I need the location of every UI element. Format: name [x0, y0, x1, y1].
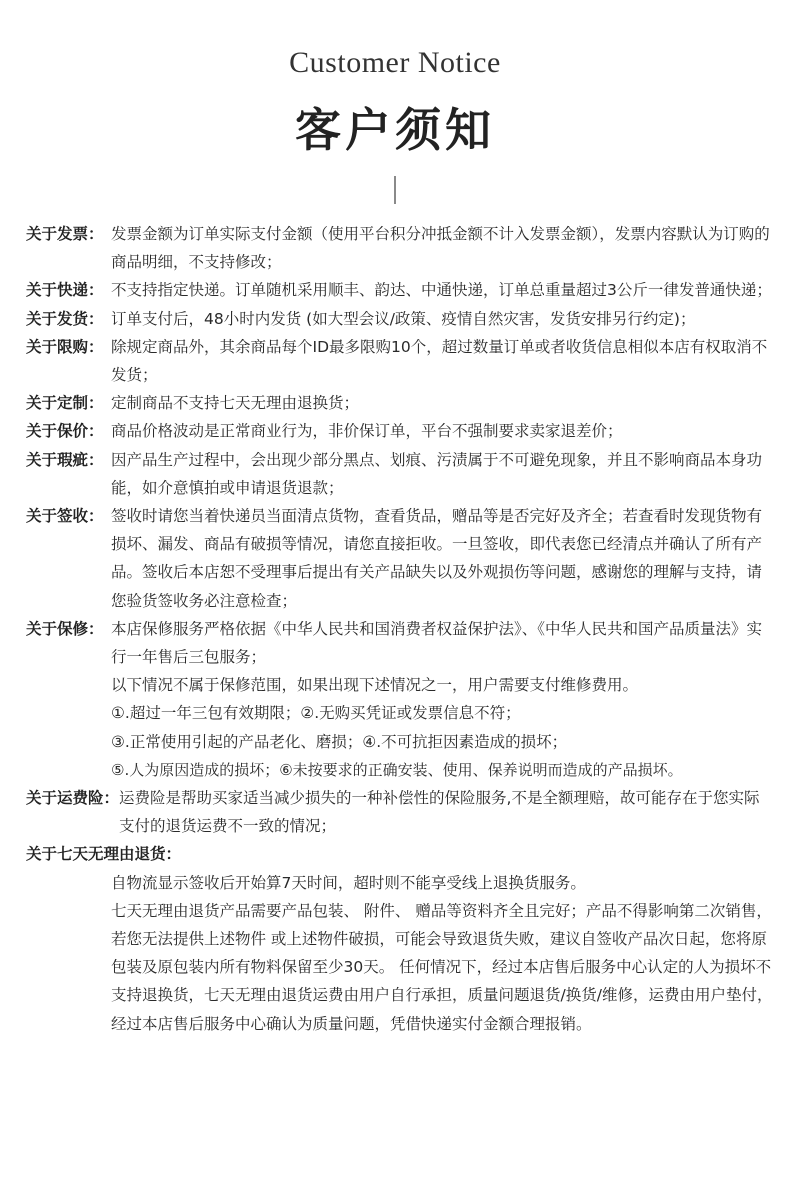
notice-label: 关于定制： [26, 394, 104, 413]
notice-text: 订单支付后，48小时内发货 (如大型会议/政策、疫情自然灾害，发货安排另行约定)； [111, 309, 696, 328]
header [0, 0, 790, 204]
title-english: Customer Notice [289, 46, 501, 79]
notice-purchase-limit [26, 333, 774, 389]
warranty-text: 本店保修服务严格依据《中华人民共和国消费者权益保护法》、《中华人民共和国产品质量法》实行一年售后三包服务； [111, 619, 763, 667]
notice-warranty [26, 615, 774, 784]
notice-signing [26, 502, 774, 615]
notice-shipping-insurance [26, 784, 774, 840]
notice-text: 发票金额为订单实际支付金额（使用平台积分冲抵金额不计入发票金额），发票内容默认为订购的商品明细，不支持修改； [111, 225, 770, 272]
notice-text: 因产品生产过程中，会出现少部分黑点、划痕、污渍属于不可避免现象，并且不影响商品本身功能，如介意慎拍或申请退货退款； [111, 450, 763, 497]
warranty-exclusion-line: ①.超过一年三包有效期限；②.无购买凭证或发票信息不符； [111, 704, 521, 723]
returns-paragraph: 七天无理由退货产品需要产品包装、 附件、 赠品等资料齐全且完好；产品不得影响第二次销售，若您无法提供上述物件 或上述物件破损，可能会导致退货失败，建议自签收产品次日起，您将原包装及原包装内所有物料保留至少30天。 任何情况下，经过本店售后服务中心认定的人为损坏不支持退换货，七天无理由退货运费由用户自行承担，质量问题退货/换货/维修，运费由用户垫付，经过本店售后服务中心确认为质量问题，凭借快递实付金额合理报销。 [111, 901, 773, 1033]
notice-label: 关于保修： [26, 619, 104, 638]
notice-label: 关于限购： [26, 337, 104, 356]
notice-label: 关于保价： [26, 422, 104, 441]
notice-text: 签收时请您当着快递员当面清点货物，查看货品，赠品等是否完好及齐全；若查看时发现货物有损坏、漏发、商品有破损等情况，请您直接拒收。一旦签收，即代表您已经清点并确认了所有产品。签收后本店恕不受理事后提出有关产品缺失以及外观损伤等问题，感谢您的理解与支持，请您验货签收务必注意检查； [111, 507, 763, 610]
notice-customization [26, 389, 774, 417]
notice-text: 除规定商品外，其余商品每个ID最多限购10个，超过数量订单或者收货信息相似本店有权取消不发货； [111, 337, 768, 385]
notice-text [111, 615, 774, 784]
title-divider [394, 176, 396, 204]
notice-text: 运费险是帮助买家适当减少损失的一种补偿性的保险服务,不是全额理赔，故可能存在于您实际支付的退货运费不一致的情况； [119, 789, 760, 836]
warranty-intro: 以下情况不属于保修范围，如果出现下述情况之一，用户需要支付维修费用。 [111, 676, 639, 695]
notice-text: 不支持指定快递。订单随机采用顺丰、韵达、中通快递，订单总重量超过3公斤一律发普通快递； [111, 281, 772, 300]
notice-label: 关于七天无理由退货： [26, 845, 182, 864]
notice-label: 关于快递： [26, 281, 104, 300]
notice-list [26, 220, 774, 1038]
notice-seven-day-returns [26, 840, 774, 1037]
notice-label: 关于签收： [26, 507, 104, 526]
notice-label: 关于运费险： [26, 789, 120, 808]
title-chinese: 客户须知 [295, 103, 495, 157]
notice-delivery [26, 305, 774, 333]
warranty-exclusion-line: ③.正常使用引起的产品老化、磨损；④.不可抗拒因素造成的损坏； [111, 732, 568, 751]
notice-label: 关于瑕疵： [26, 450, 104, 469]
notice-label: 关于发货： [26, 309, 104, 328]
notice-price-protection [26, 417, 774, 445]
notice-text: 商品价格波动是正常商业行为，非价保订单，平台不强制要求卖家退差价； [111, 422, 623, 441]
returns-paragraph: 自物流显示签收后开始算7天时间，超时则不能享受线上退换货服务。 [111, 873, 586, 892]
warranty-exclusion-line: ⑤.人为原因造成的损坏；⑥未按要求的正确安装、使用、保养说明而造成的产品损坏。 [111, 760, 683, 779]
notice-defects [26, 446, 774, 502]
notice-label: 关于发票： [26, 225, 104, 243]
notice-invoice [26, 220, 774, 276]
notice-text: 定制商品不支持七天无理由退换货； [111, 394, 360, 413]
notice-express [26, 276, 774, 304]
